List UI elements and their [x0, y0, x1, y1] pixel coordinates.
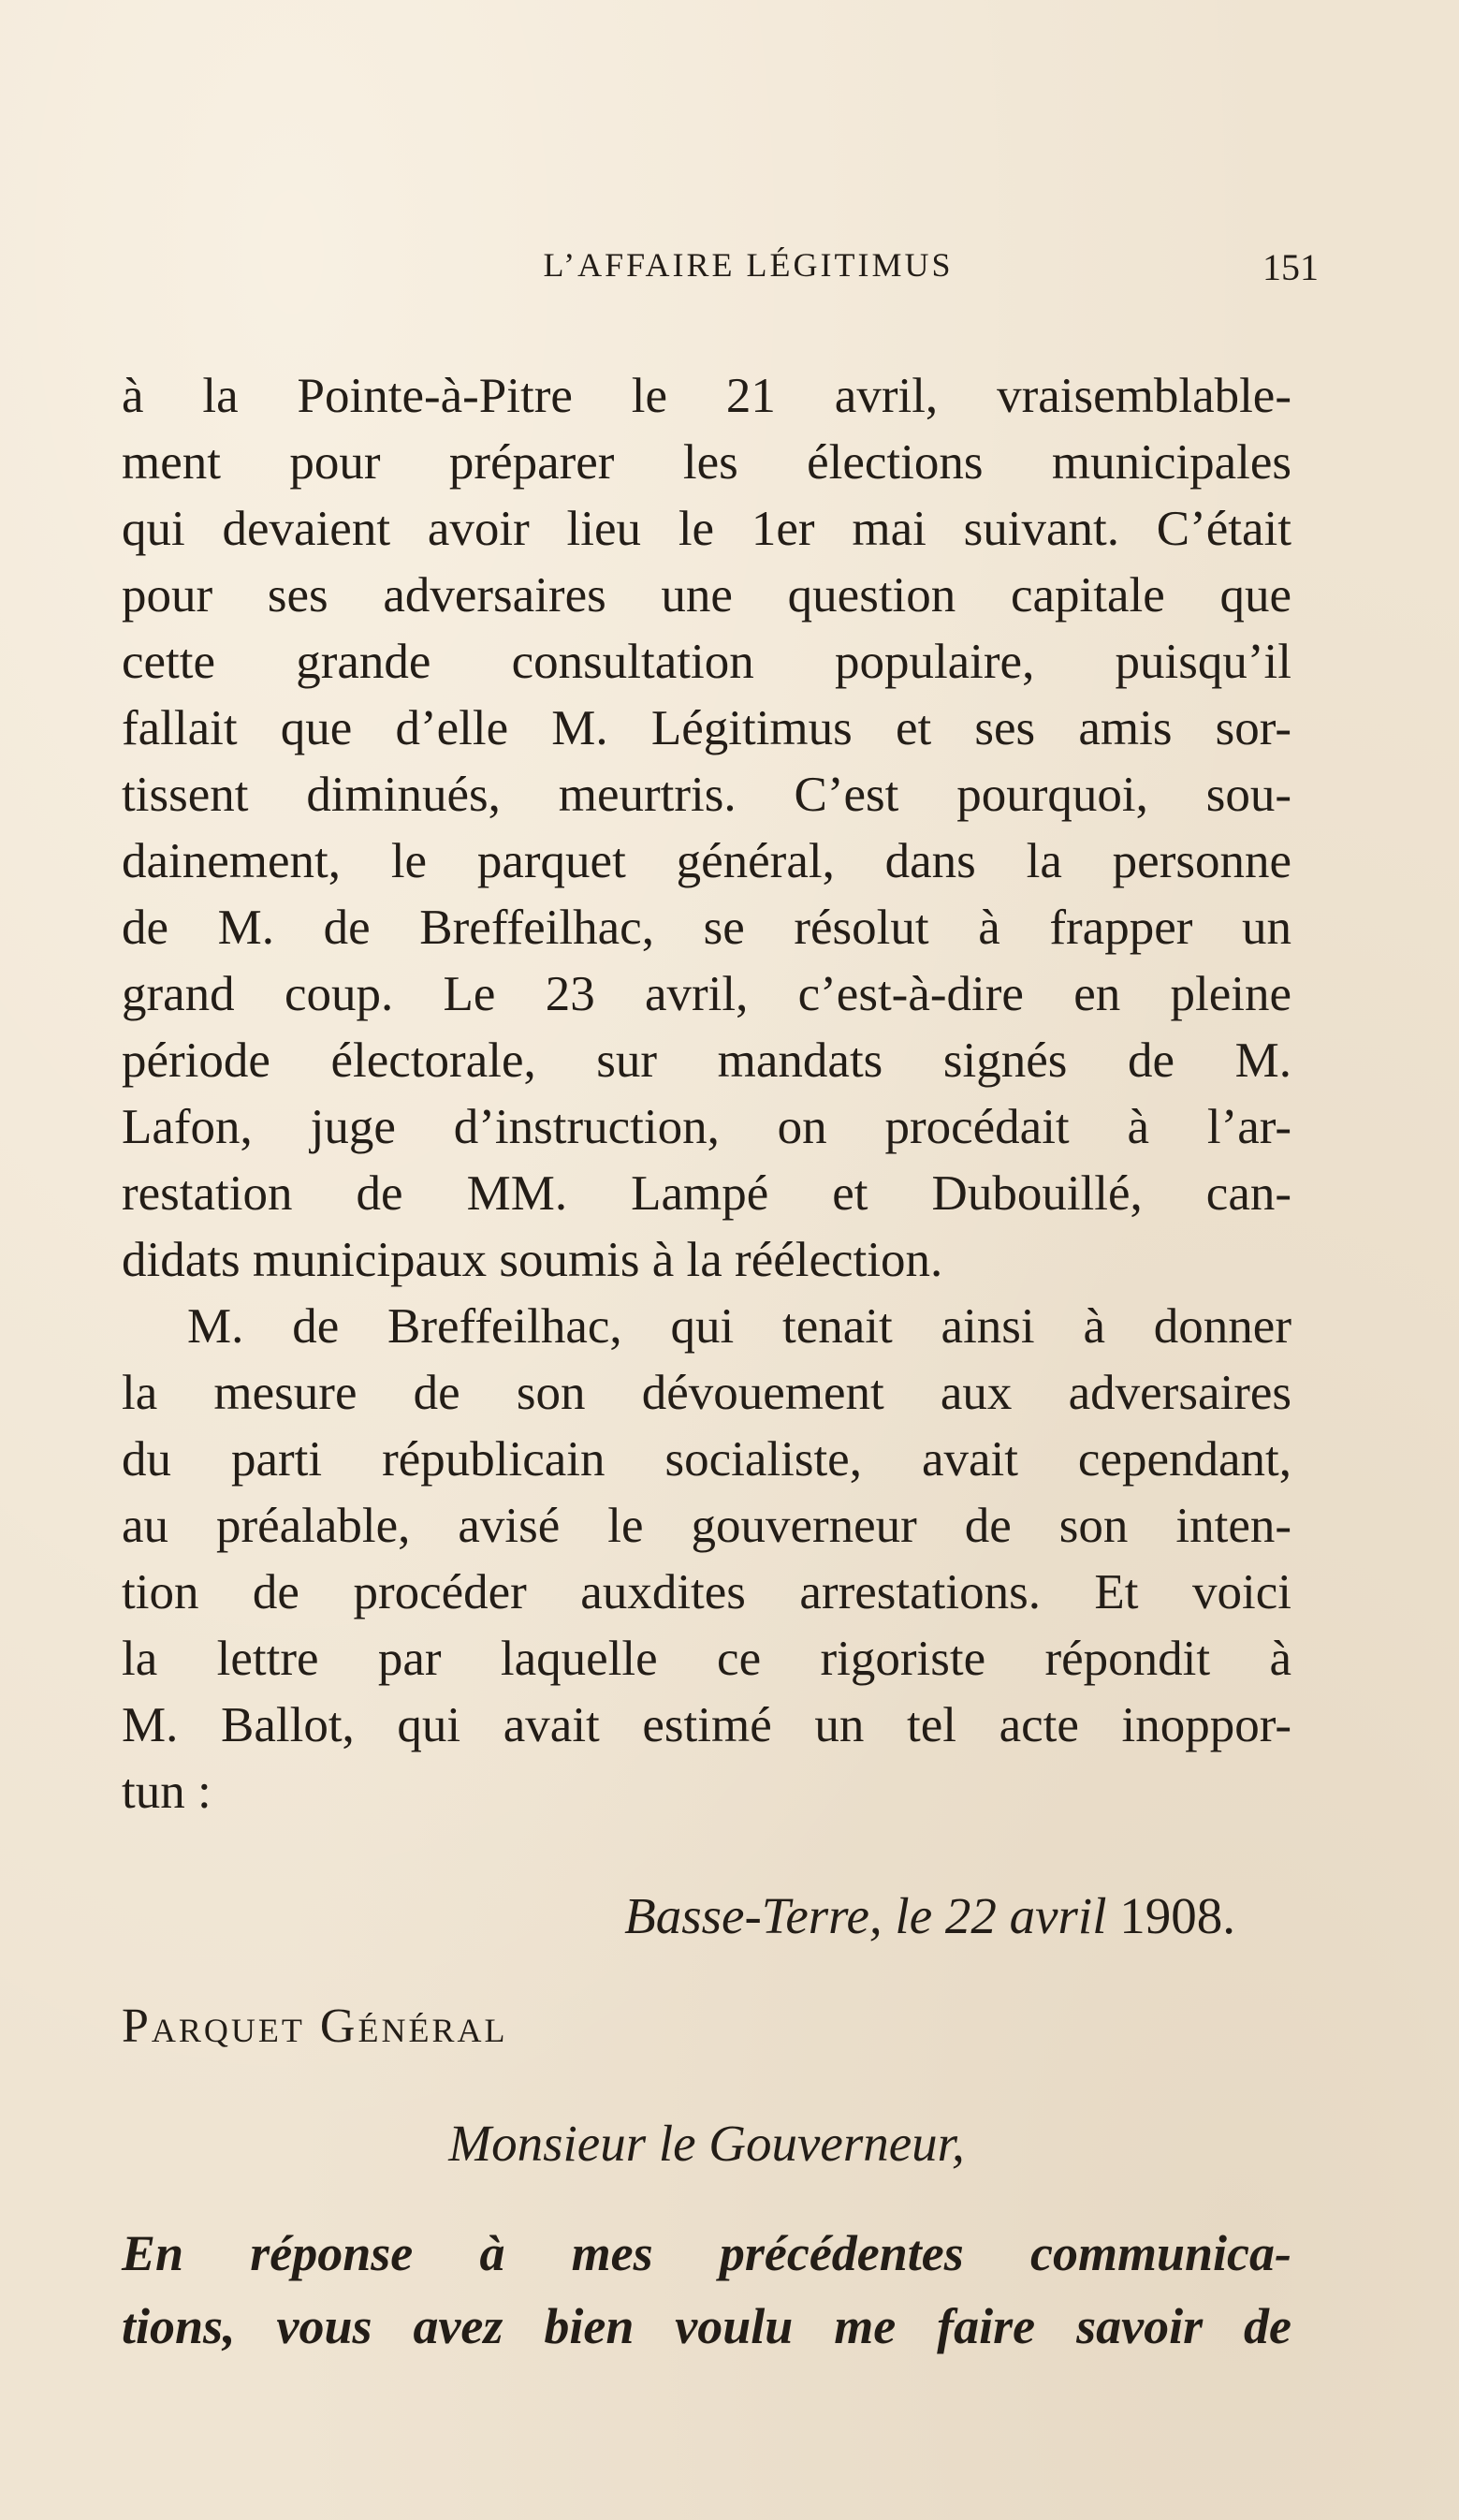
text-line: M. Ballot, qui avait estimé un tel acte inoppor- — [122, 1698, 1291, 1752]
text-line: au préalable, avisé le gouverneur de son inten- — [122, 1499, 1291, 1553]
text-line: pour ses adversaires une question capitale que — [122, 568, 1291, 623]
text-line: qui devaient avoir lieu le 1er mai suivant. C’était — [122, 502, 1291, 556]
text-line: cette grande consultation populaire, puisqu’il — [122, 635, 1291, 689]
text-line: tion de procéder auxdites arrestations. Et voici — [122, 1565, 1291, 1619]
text-line: didats municipaux soumis à la réélection. — [122, 1233, 943, 1287]
text-line: à la Pointe-à-Pitre le 21 avril, vraisemblable- — [122, 369, 1291, 423]
letter-line: tions, vous avez bien voulu me faire savoir de — [122, 2298, 1291, 2354]
text-line: période électorale, sur mandats signés de M. — [122, 1033, 1291, 1088]
letter-place-date: Basse-Terre, le 22 avril — [624, 1887, 1107, 1944]
text-line: fallait que d’elle M. Légitimus et ses amis sor- — [122, 701, 1291, 755]
letter-dateline — [122, 1886, 1235, 1945]
page-header — [122, 245, 1319, 301]
letter-year: 1908. — [1119, 1887, 1235, 1944]
text-line: ment pour préparer les élections municipales — [122, 435, 1291, 490]
letter-line: En réponse à mes précédentes communica- — [122, 2225, 1291, 2281]
text-line: la lettre par laquelle ce rigoriste répondit à — [122, 1632, 1291, 1686]
text-line: restation de MM. Lampé et Dubouillé, can- — [122, 1166, 1291, 1221]
text-line: Lafon, juge d’instruction, on procédait à l’ar- — [122, 1100, 1291, 1154]
letter-body — [122, 2217, 1291, 2363]
letter-office: Parquet Général — [122, 2000, 508, 2053]
page-number: 151 — [1262, 246, 1319, 288]
text-line: M. de Breffeilhac, qui tenait ainsi à donner — [187, 1299, 1291, 1354]
running-title: L’AFFAIRE LÉGITIMUS — [543, 246, 954, 284]
text-line: la mesure de son dévouement aux adversaires — [122, 1366, 1291, 1420]
text-line: du parti républicain socialiste, avait cependant, — [122, 1432, 1291, 1487]
text-line: de M. de Breffeilhac, se résolut à frapper un — [122, 901, 1291, 955]
text-line: grand coup. Le 23 avril, c’est-à-dire en pleine — [122, 967, 1291, 1021]
body-text — [122, 363, 1291, 1825]
letter-salutation: Monsieur le Gouverneur, — [448, 2115, 965, 2172]
text-line: tissent diminués, meurtris. C’est pourquoi, sou- — [122, 768, 1291, 822]
text-line: tun : — [122, 1765, 212, 1819]
text-line: dainement, le parquet général, dans la personne — [122, 834, 1291, 888]
